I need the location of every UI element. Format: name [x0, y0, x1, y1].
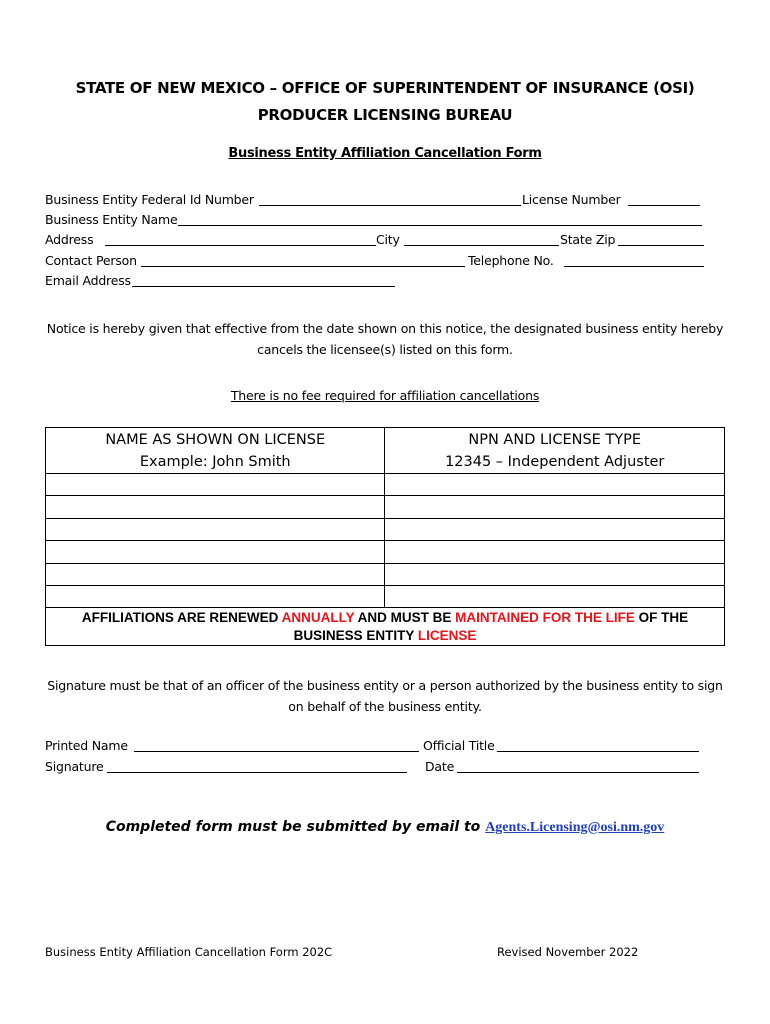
name-column-title: NAME AS SHOWN ON LICENSE — [105, 431, 326, 448]
table-row — [46, 474, 725, 496]
name-cell[interactable] — [46, 474, 385, 496]
address-field[interactable] — [105, 245, 376, 246]
submission-email-link[interactable]: Agents.Licensing@osi.nm.gov — [485, 820, 665, 835]
npn-cell[interactable] — [385, 496, 725, 518]
table-header-row — [46, 428, 725, 474]
npn-column-title: NPN AND LICENSE TYPE — [468, 431, 642, 448]
signature-note: Signature must be that of an officer of the business entity or a person authorized by the business entity to sign on behalf of the business entity. — [47, 678, 723, 714]
entity-name-field[interactable] — [178, 225, 702, 226]
renewal-note-life: MAINTAINED FOR THE LIFE — [455, 609, 635, 625]
renewal-note-row — [46, 608, 725, 646]
printed-name-label: Printed Name — [45, 738, 128, 753]
signature-label: Signature — [45, 759, 104, 774]
entity-name-row — [45, 211, 705, 229]
telephone-field[interactable] — [564, 266, 704, 267]
contact-person-field[interactable] — [141, 266, 465, 267]
federal-id-field[interactable] — [259, 205, 521, 206]
date-label: Date — [425, 759, 455, 774]
renewal-note-part1: AFFILIATIONS ARE RENEWED — [81, 609, 282, 625]
federal-id-row — [45, 191, 705, 209]
license-number-label: License Number — [522, 192, 621, 207]
printed-name-row — [45, 737, 705, 755]
renewal-note-part3: AND MUST BE — [354, 609, 456, 625]
table-row — [46, 563, 725, 585]
cancellation-notice: Notice is hereby given that effective from the date shown on this notice, the designated business entity hereby cancels the licensee(s) listed on this form. — [46, 321, 724, 357]
name-column-example: Example: John Smith — [139, 453, 291, 470]
city-field[interactable] — [404, 245, 559, 246]
npn-cell[interactable] — [385, 474, 725, 496]
telephone-label: Telephone No. — [468, 253, 554, 268]
signature-row — [45, 758, 705, 776]
agency-title: STATE OF NEW MEXICO – OFFICE OF SUPERINTENDENT OF INSURANCE (OSI) — [75, 79, 695, 97]
submission-instructions — [0, 819, 770, 836]
table-row — [46, 518, 725, 540]
name-column-header — [46, 428, 385, 474]
name-cell[interactable] — [46, 585, 385, 607]
contact-person-label: Contact Person — [45, 253, 137, 268]
fee-note — [0, 388, 770, 403]
city-label: City — [376, 232, 400, 247]
name-cell[interactable] — [46, 563, 385, 585]
table-row — [46, 585, 725, 607]
footer-form-name: Business Entity Affiliation Cancellation Form 202C — [45, 945, 333, 959]
renewal-note-part5: OF THE BUSINESS ENTITY — [293, 609, 689, 643]
table-row — [46, 541, 725, 563]
submission-text: Completed form must be submitted by email to — [105, 819, 486, 835]
state-zip-label: State Zip — [560, 232, 616, 247]
license-number-field[interactable] — [628, 205, 700, 206]
npn-column-example: 12345 – Independent Adjuster — [445, 453, 665, 470]
footer-revised-date: Revised November 2022 — [497, 945, 639, 959]
name-cell[interactable] — [46, 496, 385, 518]
address-label: Address — [45, 232, 94, 247]
renewal-note — [46, 608, 725, 646]
official-title-field[interactable] — [497, 751, 699, 752]
official-title-label: Official Title — [423, 738, 495, 753]
form-title-text: Business Entity Affiliation Cancellation Form — [228, 146, 542, 161]
name-cell[interactable] — [46, 518, 385, 540]
address-row — [45, 231, 705, 249]
entity-name-label: Business Entity Name — [45, 212, 178, 227]
federal-id-label: Business Entity Federal Id Number — [45, 192, 254, 207]
date-field[interactable] — [457, 772, 699, 773]
name-cell[interactable] — [46, 541, 385, 563]
npn-cell[interactable] — [385, 563, 725, 585]
npn-cell[interactable] — [385, 541, 725, 563]
npn-cell[interactable] — [385, 585, 725, 607]
table-row — [46, 496, 725, 518]
email-label: Email Address — [45, 273, 131, 288]
npn-cell[interactable] — [385, 518, 725, 540]
email-field[interactable] — [132, 286, 395, 287]
renewal-note-annually: ANNUALLY — [281, 609, 355, 625]
bureau-title: PRODUCER LICENSING BUREAU — [257, 106, 513, 124]
form-title — [0, 146, 770, 161]
licensee-table — [45, 427, 725, 646]
renewal-note-license: LICENSE — [417, 627, 477, 643]
contact-row — [45, 252, 705, 270]
state-zip-field[interactable] — [618, 245, 704, 246]
email-row — [45, 272, 705, 290]
npn-column-header — [385, 428, 725, 474]
signature-field[interactable] — [107, 772, 407, 773]
fee-note-text: There is no fee required for affiliation cancellations — [230, 388, 540, 403]
printed-name-field[interactable] — [134, 751, 419, 752]
